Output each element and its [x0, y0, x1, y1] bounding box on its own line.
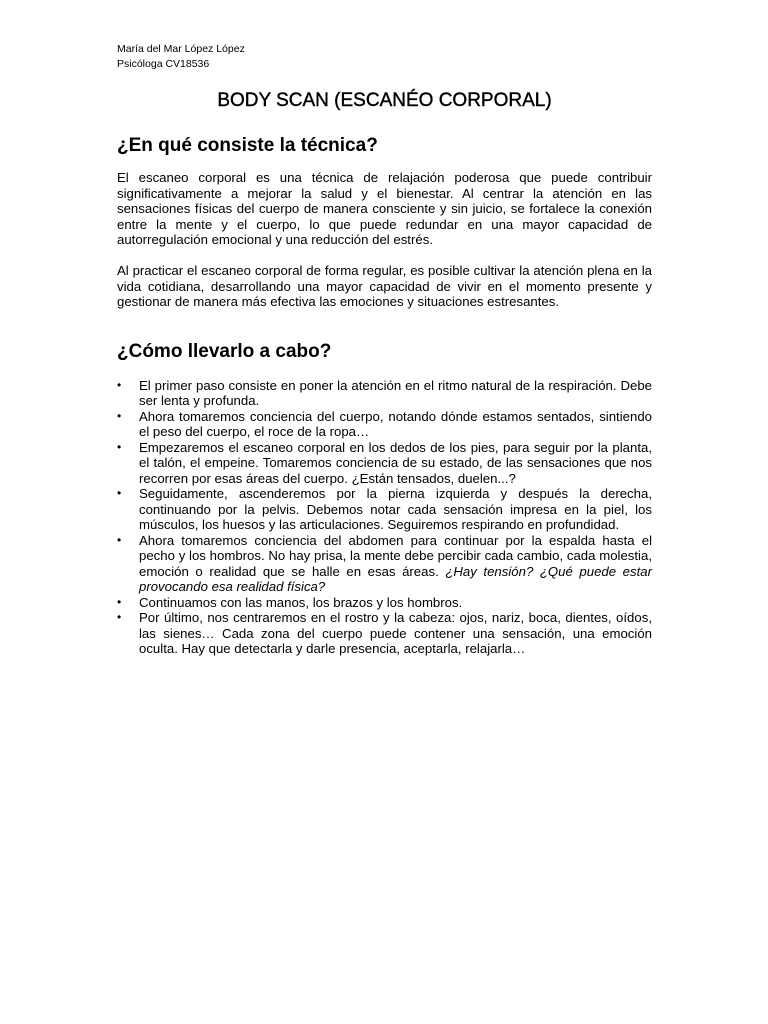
- list-item-text: Por último, nos centraremos en el rostro y la cabeza: ojos, nariz, boca, dientes, oídos, las sienes… Cada zona del cuerpo puede contener una sensación, una emoción oculta. Hay que detectarla y darle presencia, aceptarla, relajarla…: [139, 610, 652, 656]
- author-role: Psicóloga CV18536: [117, 58, 210, 70]
- list-item-text: Ahora tomaremos conciencia del cuerpo, notando dónde estamos sentados, sintiendo el peso del cuerpo, el roce de la ropa…: [139, 408, 652, 439]
- list-item: [117, 610, 652, 657]
- list-item-text: Seguidamente, ascenderemos por la pierna izquierda y después la derecha, continuando por la pelvis. Debemos notar cada sensación impresa en la piel, los músculos, los huesos y las articulaciones. Seguiremos respirando en profundidad.: [139, 486, 652, 532]
- paragraph-practice: Al practicar el escaneo corporal de forma regular, es posible cultivar la atención plena en la vida cotidiana, desarrollando una mayor capacidad de vivir en el momento presente y gestionar de manera más efectiva las emociones y situaciones estresantes.: [117, 263, 652, 309]
- list-item-text: Ahora tomaremos conciencia del abdomen para continuar por la espalda hasta el pecho y los hombros. No hay prisa, la mente debe percibir cada cambio, cada molestia, emoción o realidad que se halle en esas áreas.: [139, 532, 652, 579]
- author-block: [117, 42, 652, 72]
- bullet-icon: •: [117, 377, 122, 392]
- list-item: [117, 486, 652, 533]
- list-item: [117, 409, 652, 440]
- section-heading-technique: ¿En qué consiste la técnica?: [117, 135, 378, 156]
- paragraph-intro: El escaneo corporal es una técnica de relajación poderosa que puede contribuir significativamente a mejorar la salud y el bienestar. Al centrar la atención en las sensaciones físicas del cuerpo de manera consciente y sin juicio, se fortalece la conexión entre la mente y el cuerpo, lo que puede redundar en una mayor capacidad de autorregulación emocional y una reducción del estrés.: [117, 170, 652, 247]
- document-page: [117, 42, 652, 657]
- list-item: [117, 533, 652, 595]
- bullet-icon: •: [117, 408, 122, 423]
- document-title: BODY SCAN (ESCANÉO CORPORAL): [217, 90, 552, 111]
- list-item-text: El primer paso consiste en poner la atención en el ritmo natural de la respiración. Debe ser lenta y profunda.: [139, 377, 652, 408]
- list-item: [117, 595, 652, 611]
- list-item: [117, 440, 652, 487]
- bullet-icon: •: [117, 610, 122, 624]
- bullet-icon: •: [117, 594, 122, 609]
- bullet-icon: •: [117, 486, 122, 500]
- steps-list: [117, 378, 652, 657]
- bullet-icon: •: [117, 439, 122, 454]
- list-item-italic-text: ¿Hay tensión? ¿Qué puede estar provocando esa realidad física?: [139, 563, 652, 594]
- list-item-text: Empezaremos el escaneo corporal en los dedos de los pies, para seguir por la planta, el talón, el empeine. Tomaremos conciencia de su estado, de las sensaciones que nos recorren por esas áreas del cuerpo. ¿Están tensados, duelen...?: [139, 439, 652, 486]
- author-name: María del Mar López López: [117, 43, 245, 55]
- section-heading-how-to: ¿Cómo llevarlo a cabo?: [117, 340, 332, 362]
- list-item: [117, 378, 652, 409]
- bullet-icon: •: [117, 532, 122, 547]
- list-item-text: Continuamos con las manos, los brazos y los hombros.: [139, 594, 463, 610]
